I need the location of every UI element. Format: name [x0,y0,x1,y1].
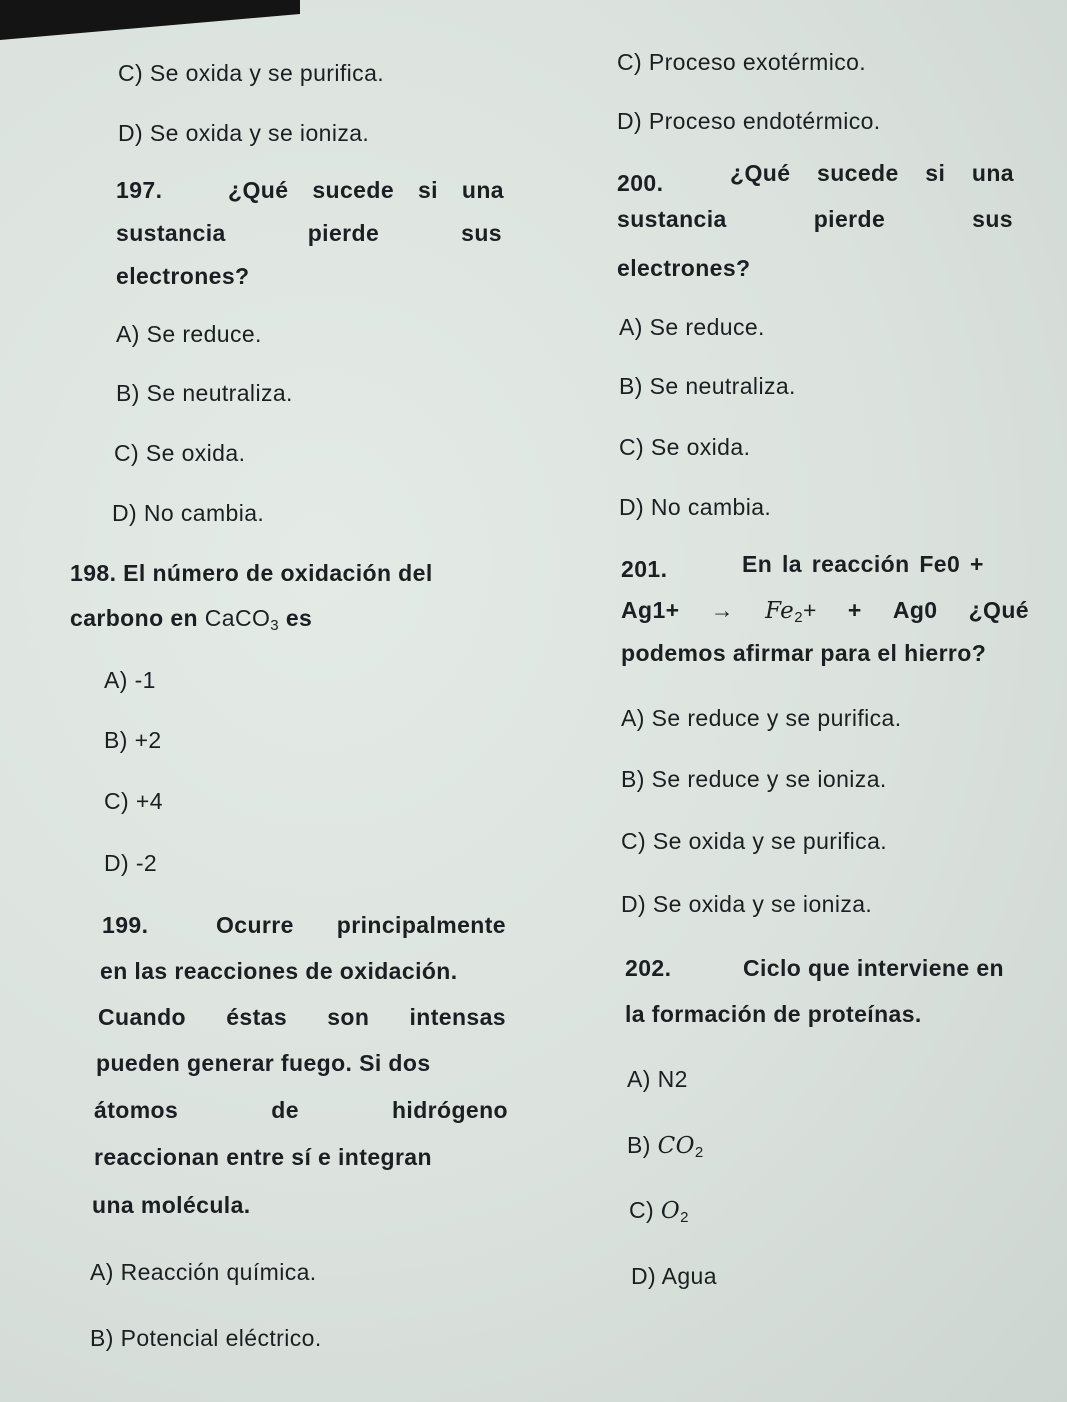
question-word: ¿Qué [968,597,1029,623]
q198-option-b: B) +2 [104,727,162,753]
plus: + [847,597,862,623]
q201-option-b: B) Se reduce y se ioniza. [621,766,887,792]
q200-line1 [730,160,1014,187]
formula-sub: 2 [694,1144,704,1161]
q200-line3: electrones? [617,255,751,281]
q197-option-c: C) Se oxida. [114,440,246,466]
formula-base: CO [657,1133,695,1159]
word: principalmente [336,912,506,938]
q201-option-c: C) Se oxida y se purifica. [621,828,888,854]
formula-base: CaCO [204,605,271,631]
q197-option-d: D) No cambia. [112,500,265,526]
product-fe [765,597,817,626]
q199-number: 199. [102,912,149,938]
q199-option-d-right: D) Proceso endotérmico. [617,108,881,134]
q199-line6: reaccionan entre sí e integran [94,1144,432,1170]
q199-option-b: B) Potencial eléctrico. [90,1325,322,1351]
q201-line2 [621,597,1029,626]
formula-sub: 2 [680,1209,689,1226]
word: Ocurre [216,912,294,938]
word: si [417,177,438,203]
word: átomos [94,1097,179,1123]
word: éstas [226,1004,288,1030]
word: de [271,1097,299,1123]
q201-option-a: A) Se reduce y se purifica. [621,705,902,731]
q197-number: 197. [116,177,163,203]
word: sustancia [617,206,727,232]
option-label: C) [629,1197,661,1223]
word: pierde [813,206,886,232]
q198-line2 [70,605,312,634]
q199-line4: pueden generar fuego. Si dos [96,1050,431,1076]
word: sucede [817,160,899,186]
word: intensas [409,1004,506,1030]
q198-option-d: D) -2 [104,850,158,876]
formula-base: O [660,1198,681,1224]
q198-option-a: A) -1 [104,667,156,693]
q200-number: 200. [617,170,664,196]
q196-option-d: D) Se oxida y se ioniza. [118,120,370,146]
word: una [461,177,504,203]
word: si [925,160,946,186]
word: hidrógeno [391,1097,508,1123]
arrow-icon: → [710,597,734,623]
formula-sub: 3 [270,617,280,634]
q200-option-c: C) Se oxida. [619,434,751,460]
q199-line1 [216,912,506,939]
fe-symbol: Fe [765,598,795,624]
q199-line5 [94,1097,508,1124]
q202-line1: Ciclo que interviene en [743,955,1004,981]
text: carbono en [70,605,205,631]
word: una [971,160,1014,186]
word: Cuando [98,1004,186,1030]
word: sus [972,206,1013,232]
word: son [327,1004,370,1030]
q200-line2 [617,206,1013,233]
q199-option-a: A) Reacción química. [90,1259,317,1285]
q199-line7: una molécula. [92,1192,251,1218]
q202-option-a: A) N2 [627,1066,688,1092]
q201-line3: podemos afirmar para el hierro? [621,640,987,666]
charge: + [802,597,817,623]
q202-option-d: D) Agua [631,1263,717,1289]
word: sucede [312,177,395,203]
word: sus [461,220,502,246]
q200-option-a: A) Se reduce. [619,314,765,340]
option-label: B) [627,1132,658,1158]
q202-option-c [629,1197,689,1226]
q201-line1: En la reacción Fe0 + [742,551,984,577]
q202-line2: la formación de proteínas. [625,1001,922,1027]
text: es [279,605,313,631]
q200-option-b: B) Se neutraliza. [619,373,796,399]
q198-option-c: C) +4 [104,788,163,814]
q196-option-c: C) Se oxida y se purifica. [118,60,385,86]
fe-sub: 2 [794,609,803,626]
q201-option-d: D) Se oxida y se ioniza. [621,891,873,917]
q197-line2 [116,220,502,247]
q201-number: 201. [621,556,668,582]
q199-option-c-right: C) Proceso exotérmico. [617,49,867,75]
dark-corner [0,0,300,40]
q199-line3 [98,1004,506,1031]
q200-option-d: D) No cambia. [619,494,772,520]
word: ¿Qué [730,160,791,186]
q202-number: 202. [625,955,672,981]
q199-line2: en las reacciones de oxidación. [100,958,458,984]
q197-line1 [228,177,504,204]
reactant-ag: Ag1+ [621,597,680,623]
word: ¿Qué [228,177,289,203]
product-ag0: Ag0 [892,597,938,623]
q197-line3: electrones? [116,263,250,289]
formula-caco3 [204,605,280,634]
q202-option-b [627,1132,704,1161]
word: sustancia [116,220,226,246]
q197-option-b: B) Se neutraliza. [116,380,293,406]
word: pierde [307,220,380,246]
q197-option-a: A) Se reduce. [116,321,262,347]
q198-line1: 198. El número de oxidación del [70,560,433,586]
